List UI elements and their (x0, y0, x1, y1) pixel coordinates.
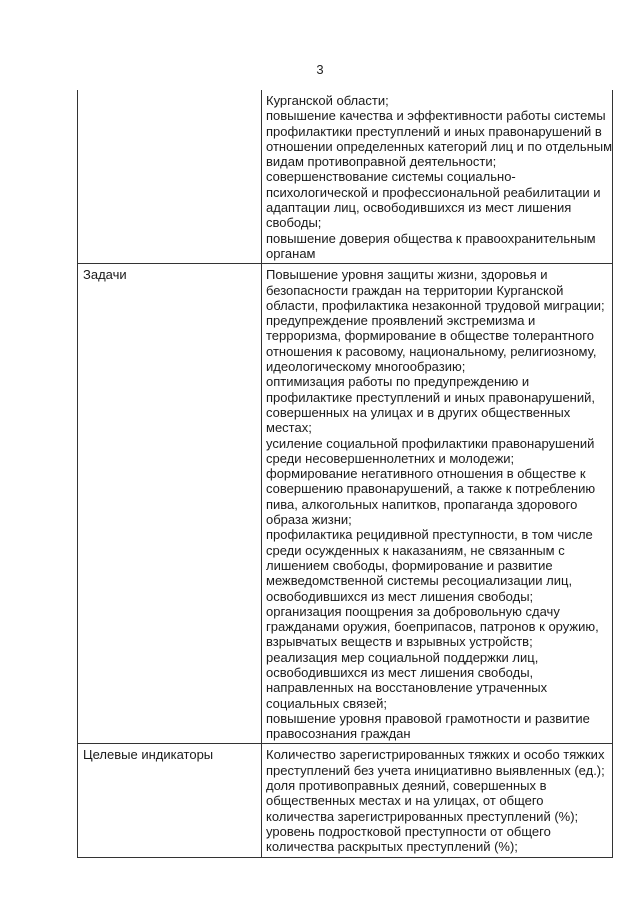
table-row-target-indicators (78, 744, 613, 857)
text-line: профилактике преступлений и иных правонарушений, (266, 389, 595, 405)
text-line: психологической и профессиональной реабилитации и (266, 184, 601, 200)
text-line: свободы; (266, 215, 322, 231)
program-passport-table (77, 90, 613, 858)
text-line: отношении определенных категорий лиц и по отдельным (266, 138, 613, 154)
text-line: совершенствование системы социально- (266, 169, 516, 185)
row-label: Целевые индикаторы (78, 744, 262, 857)
text-line: органам (266, 245, 316, 261)
text-line: повышение доверия общества к правоохранительным (266, 230, 596, 246)
text-line: области, профилактика незаконной трудовой миграции; (266, 297, 605, 313)
text-line: среди осужденных к наказаниям, не связанным с (266, 542, 565, 558)
text-line: среди несовершеннолетних и молодежи; (266, 450, 515, 466)
text-line: освободившихся из мест лишения свободы; (266, 588, 534, 604)
text-line: профилактика рецидивной преступности, в том числе (266, 527, 593, 543)
text-line: межведомственной системы ресоциализации лиц, (266, 573, 573, 589)
text-line: повышение уровня правовой грамотности и развитие (266, 710, 590, 726)
text-line: оптимизация работы по предупреждению и (266, 374, 530, 390)
text-line: гражданами оружия, боеприпасов, патронов к оружию, (266, 619, 599, 635)
text-line: общественных местах и на улицах, от общего (266, 793, 544, 809)
text-line: реализация мер социальной поддержки лиц, (266, 649, 539, 665)
text-line: терроризма, формирование в обществе толерантного (266, 328, 594, 344)
text-line: освободившихся из мест лишения свободы, (266, 664, 534, 680)
row-label (78, 90, 262, 264)
text-line: правосознания граждан (266, 726, 411, 742)
text-line: отношения к расовому, национальному, религиозному, (266, 343, 597, 359)
text-line: безопасности граждан на территории Курганской (266, 282, 564, 298)
text-line: совершению правонарушений, а также к потреблению (266, 481, 596, 497)
row-label: Задачи (78, 264, 262, 744)
text-line: уровень подростковой преступности от общего (266, 823, 551, 839)
text-line: усиление социальной профилактики правонарушений (266, 435, 595, 451)
text-line: количества раскрытых преступлений (%); (266, 839, 518, 855)
text-line: профилактики преступлений и иных правонарушений в (266, 123, 602, 139)
text-line: адаптации лиц, освободившихся из мест лишения (266, 200, 572, 216)
text-line: местах; (266, 420, 312, 436)
text-line: образа жизни; (266, 512, 352, 528)
text-line: организация поощрения за добровольную сдачу (266, 603, 560, 619)
text-line: преступлений без учета инициативно выявленных (ед.); (266, 762, 605, 778)
text-line: формирование негативного отношения в обществе к (266, 466, 586, 482)
text-line: повышение качества и эффективности работы системы (266, 108, 606, 124)
text-line: взрывчатых веществ и взрывных устройств; (266, 634, 533, 650)
text-line: социальных связей; (266, 695, 388, 711)
text-line: идеологическому многообразию; (266, 359, 466, 375)
text-line: Повышение уровня защиты жизни, здоровья и (266, 267, 548, 283)
text-line: количества зарегистрированных преступлений (%); (266, 808, 579, 824)
text-line: предупреждение проявлений экстремизма и (266, 313, 536, 329)
row-content (262, 744, 613, 857)
text-line: направленных на восстановление утраченных (266, 680, 548, 696)
table-row-tasks (78, 264, 613, 744)
text-line: доля противоправных деяний, совершенных в (266, 778, 547, 794)
row-content (262, 264, 613, 744)
text-line: видам противоправной деятельности; (266, 154, 497, 170)
text-line: лишением свободы, формирование и развитие (266, 557, 553, 573)
page-number: 3 (316, 62, 324, 77)
row-content (262, 90, 613, 264)
text-line: совершенных на улицах и в других общественных (266, 404, 571, 420)
text-line: Курганской области; (266, 93, 389, 108)
table-row-goals-continued (78, 90, 613, 264)
text-line: Количество зарегистрированных тяжких и особо тяжких (266, 747, 605, 763)
text-line: пива, алкогольных напитков, пропаганда здорового (266, 496, 578, 512)
